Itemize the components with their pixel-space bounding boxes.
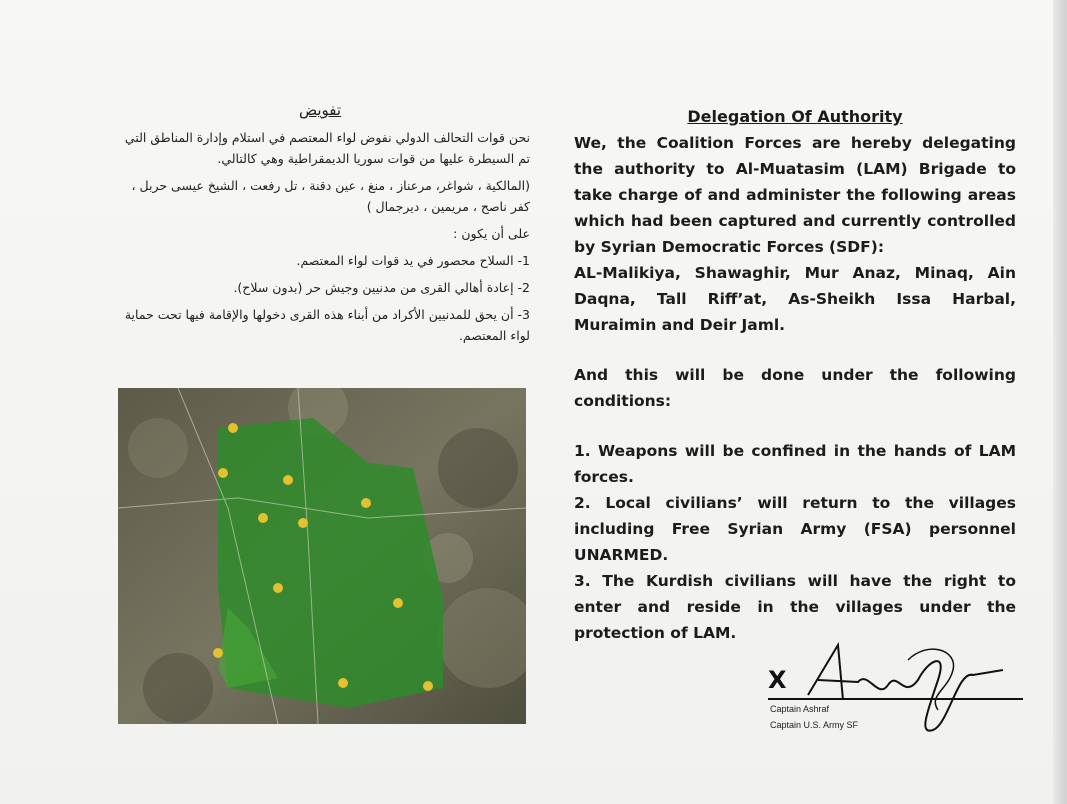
conditions-intro: And this will be done under the following conditions: bbox=[574, 366, 1016, 410]
village-marker bbox=[423, 681, 433, 691]
village-marker bbox=[218, 468, 228, 478]
signature-block bbox=[768, 640, 1028, 750]
spacer bbox=[574, 414, 1016, 438]
village-marker bbox=[258, 513, 268, 523]
village-marker bbox=[298, 518, 308, 528]
condition-item: 2. Local civilians’ will return to the villages including Free Syrian Army (FSA) personnel UNARMED. bbox=[574, 494, 1016, 564]
village-marker bbox=[228, 423, 238, 433]
signatory-rank: Captain U.S. Army SF bbox=[770, 720, 859, 730]
arabic-paragraph: 1- السلاح محصور في يد قوات لواء المعتصم. bbox=[296, 253, 530, 268]
signature-mark: X bbox=[768, 666, 787, 694]
arabic-section bbox=[110, 100, 530, 352]
arabic-paragraph: على أن يكون : bbox=[453, 226, 530, 241]
scan-edge bbox=[1053, 0, 1067, 804]
village-marker bbox=[361, 498, 371, 508]
map-svg bbox=[118, 388, 526, 724]
arabic-title: تفويض bbox=[298, 101, 342, 119]
arabic-paragraph: (المالكية ، شواغر، مرعناز ، منغ ، عين دقنة ، تل رفعت ، الشيخ عيسى حربل ، كفر ناصح ، مريمين ، ديرجمال ) bbox=[131, 178, 530, 214]
condition-item: 1. Weapons will be confined in the hands of LAM forces. bbox=[574, 442, 1016, 486]
village-marker bbox=[273, 583, 283, 593]
arabic-paragraph: 3- أن يحق للمدنيين الأكراد من أبناء هذه القرى دخولها والإقامة فيها تحت حماية لواء المعتصم. bbox=[124, 307, 530, 343]
condition-item: 3. The Kurdish civilians will have the right to enter and reside in the villages under the protection of LAM. bbox=[574, 572, 1016, 642]
signature-line bbox=[768, 698, 1023, 700]
village-marker bbox=[213, 648, 223, 658]
satellite-map-image bbox=[118, 388, 526, 724]
arabic-paragraph: 2- إعادة أهالي القرى من مدنيين وجيش حر (بدون سلاح). bbox=[233, 280, 530, 295]
english-title: Delegation Of Authority bbox=[687, 107, 903, 126]
intro-paragraph: We, the Coalition Forces are hereby delegating the authority to Al-Muatasim (LAM) Brigade to take charge of and administer the following areas which had been captured and currently controlled by Syrian Democratic Forces (SDF): bbox=[574, 134, 1016, 256]
areas-paragraph: AL-Malikiya, Shawaghir, Mur Anaz, Minaq, Ain Daqna, Tall Riff’at, As-Sheikh Issa Harbal, Muraimin and Deir Jaml. bbox=[574, 264, 1016, 334]
signatory-name: Captain Ashraf bbox=[770, 704, 830, 714]
village-marker bbox=[393, 598, 403, 608]
village-marker bbox=[338, 678, 348, 688]
english-section bbox=[574, 104, 1016, 646]
arabic-paragraph: نحن قوات التحالف الدولي نفوض لواء المعتصم في استلام وإدارة المناطق التي تم السيطرة عليها من قوات سوريا الديمقراطية وهي كالتالي. bbox=[124, 130, 530, 166]
village-marker bbox=[283, 475, 293, 485]
spacer bbox=[574, 338, 1016, 362]
